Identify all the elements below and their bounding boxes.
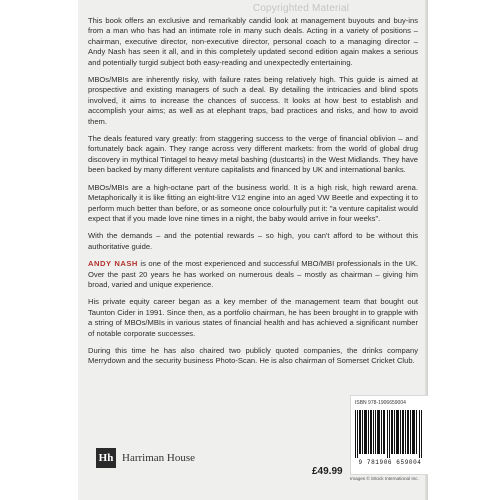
- bio-paragraph-3: During this time he has also chaired two publicly quoted companies, the drinks company Merrydown and the security business Photo-Scan. He is also chairman of Somerset Cricket Club.: [88, 345, 418, 366]
- author-bio-text: is one of the most experienced and successful MBO/MBI professionals in the UK. Over the past 20 years he has worked on numerous deals – mostly as chairman – giving him broad, varied and unique experience.: [88, 259, 418, 289]
- bio-paragraph-2: His private equity career began as a key member of the management team that bought out Taunton Cider in 1991. Since then, as a portfolio chairman, he has been brought in to grapple with a string of MBOs/MBIs in various states of financial health and has achieved a significant number of notable corporate successes.: [88, 297, 418, 338]
- price-label: £49.99: [312, 466, 343, 477]
- barcode-icon: [355, 410, 423, 458]
- book-back-cover: [78, 0, 428, 500]
- blurb-paragraph-5: With the demands – and the potential rewards – so high, you can't afford to be without this authoritative guide.: [88, 231, 418, 251]
- isbn-label: ISBN 978-1906659004: [355, 400, 406, 406]
- publisher-name: Harriman House: [122, 452, 196, 464]
- copyright-watermark: Copyrighted Material: [252, 3, 350, 14]
- barcode-panel: [350, 395, 428, 475]
- blurb-text: [88, 16, 418, 374]
- barcode-digits: 9 781906 659004: [358, 459, 422, 466]
- blurb-paragraph-3: The deals featured vary greatly: from staggering success to the verge of financial oblivion – and fortunately back again. They range across very different markets: from the world of global drug discovery in mythical Tintagel to heavy metal bashing (dustcarts) in the West Midlands. They have been backed by many different venture capitalists and financed by UK and international banks.: [88, 134, 418, 175]
- blurb-paragraph-1: This book offers an exclusive and remarkably candid look at management buyouts and buy-ins from a man who has had an intimate role in many such deals. Acting in a variety of positions – chairman, executive director, non-executive director, personal coach to a managing director – Andy Nash has seen it all, and in this completely updated second edition again makes a serious and potentially turgid subject both easy-reading and unexpectedly entertaining.: [88, 16, 418, 67]
- author-bio-paragraph: [88, 259, 418, 290]
- author-name: ANDY NASH: [88, 259, 138, 269]
- blurb-paragraph-2: MBOs/MBIs are inherently risky, with failure rates being relatively high. This guide is aimed at prospective and existing managers of such a deal. By detailing the intricacies and blind spots involved, it aims to increase the chances of success. It looks at how best to establish and accomplish your aims; as well as at elephant traps, bad practices and risks, and how to avoid them.: [88, 75, 418, 126]
- blurb-paragraph-4: MBOs/MBIs are a high-octane part of the business world. It is a high risk, high reward arena. Metaphorically it is like fitting an eight-litre V12 engine into an aged VW Beetle and expecting it to perform much better than before, or as someone once colourfully put it: "a venture capitalist would expect that if you made love nine times in a night, the baby would arrive in four weeks".: [88, 182, 418, 223]
- publisher-logo: Hh: [96, 448, 116, 468]
- image-credit: Images © iStock International Inc.: [350, 476, 419, 481]
